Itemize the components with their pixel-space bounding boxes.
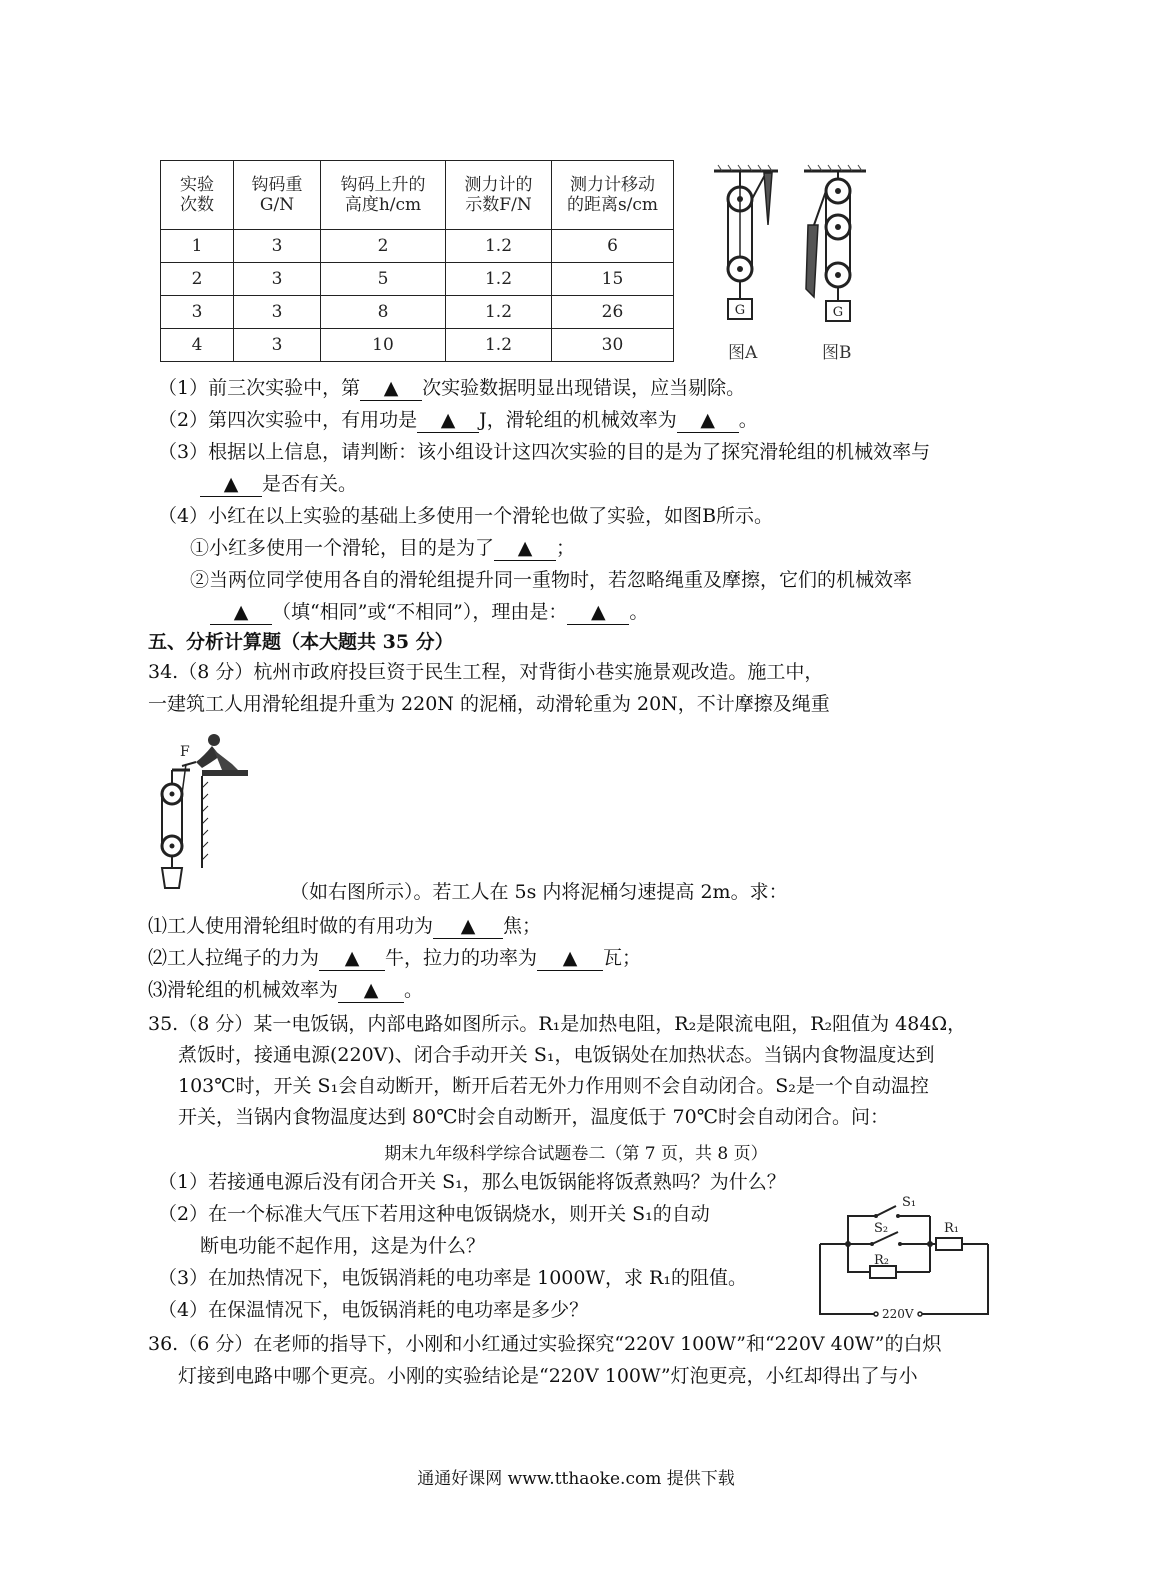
q35-line2: 煮饭时，接通电源(220V)、闭合手动开关 S₁，电饭锅处在加热状态。当锅内食物温度达到	[178, 1044, 935, 1066]
q33-part3: （3）根据以上信息，请判断：该小组设计这四次实验的目的是为了探究滑轮组的机械效率与	[158, 441, 931, 463]
table-header-cell: 钩码重 G/N	[234, 161, 321, 230]
source-label: 220V	[882, 1307, 914, 1321]
q35-sub2: （2）在一个标准大气压下若用这种电饭锅烧水，则开关 S₁的自动	[158, 1203, 710, 1225]
table-header-row	[161, 161, 674, 230]
answer-blank: ▲	[537, 946, 603, 971]
rice-cooker-circuit	[812, 1192, 992, 1322]
answer-blank: ▲	[417, 408, 479, 433]
table-cell: 2	[161, 263, 234, 296]
s1-label: S₁	[902, 1195, 917, 1210]
table-cell: 10	[321, 329, 446, 362]
q33-part4-2: ②当两位同学使用各自的滑轮组提升同一重物时，若忽略绳重及摩擦，它们的机械效率	[190, 569, 913, 591]
table-row	[161, 263, 674, 296]
r1-label: R₁	[944, 1221, 959, 1236]
table-header-cell: 钩码上升的 高度h/cm	[321, 161, 446, 230]
table-cell: 1.2	[446, 230, 552, 263]
force-label: F	[180, 744, 190, 760]
answer-blank: ▲	[567, 600, 629, 625]
q35-line4: 开关，当锅内食物温度达到 80℃时会自动断开，温度低于 70℃时会自动闭合。问：	[178, 1106, 889, 1128]
figure-b-caption: 图B	[822, 343, 852, 363]
r2-label: R₂	[874, 1253, 889, 1268]
q33-part4: （4）小红在以上实验的基础上多使用一个滑轮也做了实验，如图B所示。	[158, 505, 774, 527]
table-cell: 5	[321, 263, 446, 296]
pulley-figure-b	[800, 165, 870, 337]
weight-label: G	[734, 303, 746, 318]
table-cell: 8	[321, 296, 446, 329]
footer: 通通好课网 www.tthaoke.com 提供下载	[417, 1469, 735, 1489]
table-cell: 1.2	[446, 329, 552, 362]
table-cell: 3	[234, 329, 321, 362]
table-row	[161, 296, 674, 329]
table-cell: 1.2	[446, 263, 552, 296]
q34-answer3: ⑶滑轮组的机械效率为 ▲ 。	[148, 979, 424, 1001]
page-number: 期末九年级科学综合试题卷二（第 7 页，共 8 页）	[384, 1144, 768, 1164]
q35-sub3: （3）在加热情况下，电饭锅消耗的电功率是 1000W，求 R₁的阻值。	[158, 1267, 747, 1289]
q35-sub2-cont: 断电功能不起作用，这是为什么？	[200, 1235, 486, 1257]
table-row	[161, 230, 674, 263]
table-row	[161, 329, 674, 362]
section-title: 五、分析计算题（本大题共 35 分）	[148, 631, 454, 653]
answer-blank: ▲	[210, 600, 272, 625]
q33-part2: （2）第四次实验中，有用功是 ▲ J，滑轮组的机械效率为 ▲ 。	[158, 409, 758, 431]
answer-blank: ▲	[677, 408, 739, 433]
figure-a-caption: 图A	[728, 343, 758, 363]
table-header-cell: 测力计的 示数F/N	[446, 161, 552, 230]
table-cell: 3	[234, 263, 321, 296]
q34-answer1: ⑴工人使用滑轮组时做的有用功为 ▲ 焦；	[148, 915, 542, 937]
answer-blank: ▲	[360, 376, 422, 401]
s2-label: S₂	[874, 1221, 889, 1236]
table-cell: 3	[161, 296, 234, 329]
answer-blank: ▲	[200, 472, 262, 497]
table-cell: 3	[234, 230, 321, 263]
q34-line3: （如右图所示）。若工人在 5s 内将泥桶匀速提高 2m。求：	[290, 881, 788, 903]
q35-sub4: （4）在保温情况下，电饭锅消耗的电功率是多少？	[158, 1299, 589, 1321]
weight-label: G	[832, 305, 844, 320]
table-header-cell: 测力计移动 的距离s/cm	[552, 161, 674, 230]
q34-line2: 一建筑工人用滑轮组提升重为 220N 的泥桶，动滑轮重为 20N，不计摩擦及绳重	[148, 693, 830, 715]
table-cell: 4	[161, 329, 234, 362]
table-cell: 1	[161, 230, 234, 263]
q36-line1: 36.（6 分）在老师的指导下，小刚和小红通过实验探究“220V 100W”和“220V 40W”的白炽	[148, 1333, 942, 1355]
answer-blank: ▲	[433, 914, 503, 939]
q36-line2: 灯接到电路中哪个更亮。小刚的实验结论是“220V 100W”灯泡更亮，小红却得出了与小	[178, 1365, 918, 1387]
pulley-figure-a	[712, 165, 782, 335]
q35-line1: 35.（8 分）某一电饭锅，内部电路如图所示。R₁是加热电阻，R₂是限流电阻，R₂阻值为 484Ω，	[148, 1013, 967, 1035]
q34-answer2: ⑵工人拉绳子的力为 ▲ 牛，拉力的功率为 ▲ 瓦；	[148, 947, 642, 969]
answer-blank: ▲	[338, 978, 404, 1003]
q34-line1: 34.（8 分）杭州市政府投巨资于民生工程，对背街小巷实施景观改造。施工中，	[148, 661, 824, 683]
table-cell: 2	[321, 230, 446, 263]
table-cell: 15	[552, 263, 674, 296]
worker-pulley-figure	[152, 728, 252, 894]
table-cell: 1.2	[446, 296, 552, 329]
q33-part4-2-cont: ▲ （填“相同”或“不相同”），理由是： ▲ 。	[210, 600, 648, 625]
q33-part4-1: ①小红多使用一个滑轮，目的是为了 ▲ ；	[190, 537, 576, 559]
q35-sub1: （1）若接通电源后没有闭合开关 S₁，那么电饭锅能将饭煮熟吗？为什么？	[158, 1171, 786, 1193]
q35-line3: 103℃时，开关 S₁会自动断开，断开后若无外力作用则不会自动闭合。S₂是一个自动温控	[178, 1075, 929, 1097]
answer-blank: ▲	[319, 946, 385, 971]
experiment-table	[160, 160, 674, 362]
table-cell: 3	[234, 296, 321, 329]
table-cell: 26	[552, 296, 674, 329]
table-header-cell: 实验 次数	[161, 161, 234, 230]
q33-part1: （1）前三次实验中，第 ▲ 次实验数据明显出现错误，应当剔除。	[158, 377, 746, 399]
table-cell: 30	[552, 329, 674, 362]
q33-part3-cont: ▲ 是否有关。	[200, 472, 357, 497]
answer-blank: ▲	[494, 536, 556, 561]
table-cell: 6	[552, 230, 674, 263]
